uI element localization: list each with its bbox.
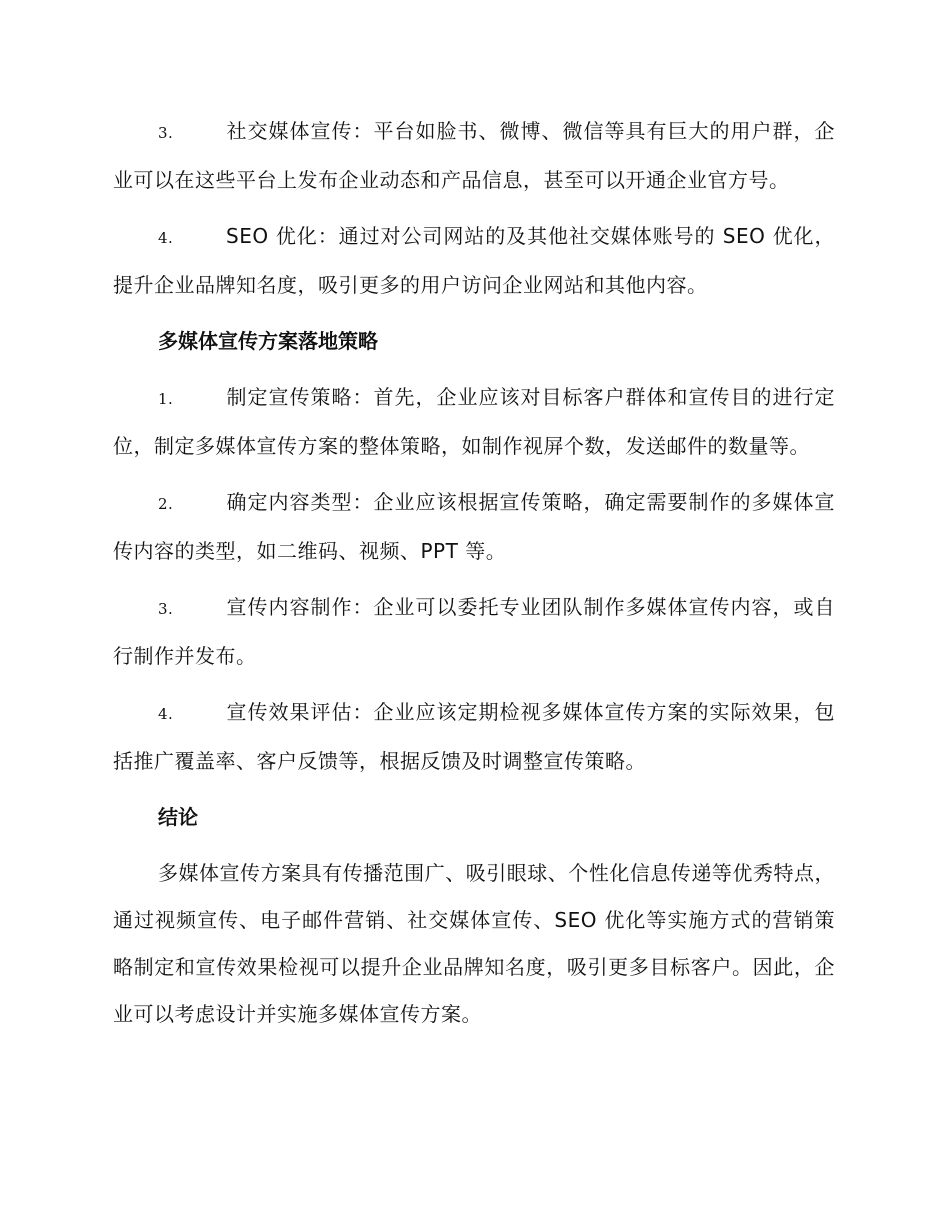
list-text: 确定内容类型：企业应该根据宣传策略，确定需要制作的多媒体宣传内容的类型，如二维码、视频、PPT 等。 <box>113 490 835 563</box>
list-item <box>113 479 835 575</box>
list-number: 3. <box>158 600 174 618</box>
list-number: 1. <box>158 390 174 408</box>
list-number: 2. <box>158 495 174 513</box>
list-number: 4. <box>158 705 174 723</box>
list-item <box>113 108 835 204</box>
list-item <box>113 584 835 680</box>
list-item <box>113 689 835 785</box>
conclusion-heading: 结论 <box>158 805 198 829</box>
list-text: SEO 优化：通过对公司网站的及其他社交媒体账号的 SEO 优化，提升企业品牌知名度，吸引更多的用户访问企业网站和其他内容。 <box>113 224 835 297</box>
list-number: 3. <box>158 124 174 142</box>
list-text: 宣传效果评估：企业应该定期检视多媒体宣传方案的实际效果，包括推广覆盖率、客户反馈等，根据反馈及时调整宣传策略。 <box>113 700 835 773</box>
conclusion-paragraph: 多媒体宣传方案具有传播范围广、吸引眼球、个性化信息传递等优秀特点，通过视频宣传、电子邮件营销、社交媒体宣传、SEO 优化等实施方式的营销策略制定和宣传效果检视可以提升企业品牌知名度，吸引更多目标客户。因此，企业可以考虑设计并实施多媒体宣传方案。 <box>113 861 835 1026</box>
section-heading: 多媒体宣传方案落地策略 <box>158 329 378 353</box>
list-text: 宣传内容制作：企业可以委托专业团队制作多媒体宣传内容，或自行制作并发布。 <box>113 595 835 668</box>
list-item <box>113 213 835 309</box>
list-text: 社交媒体宣传：平台如脸书、微博、微信等具有巨大的用户群，企业可以在这些平台上发布企业动态和产品信息，甚至可以开通企业官方号。 <box>113 119 835 192</box>
list-text: 制定宣传策略：首先，企业应该对目标客户群体和宣传目的进行定位，制定多媒体宣传方案的整体策略，如制作视屏个数，发送邮件的数量等。 <box>113 385 835 458</box>
list-item <box>113 374 835 470</box>
list-number: 4. <box>158 229 174 247</box>
document-body <box>113 108 835 1047</box>
